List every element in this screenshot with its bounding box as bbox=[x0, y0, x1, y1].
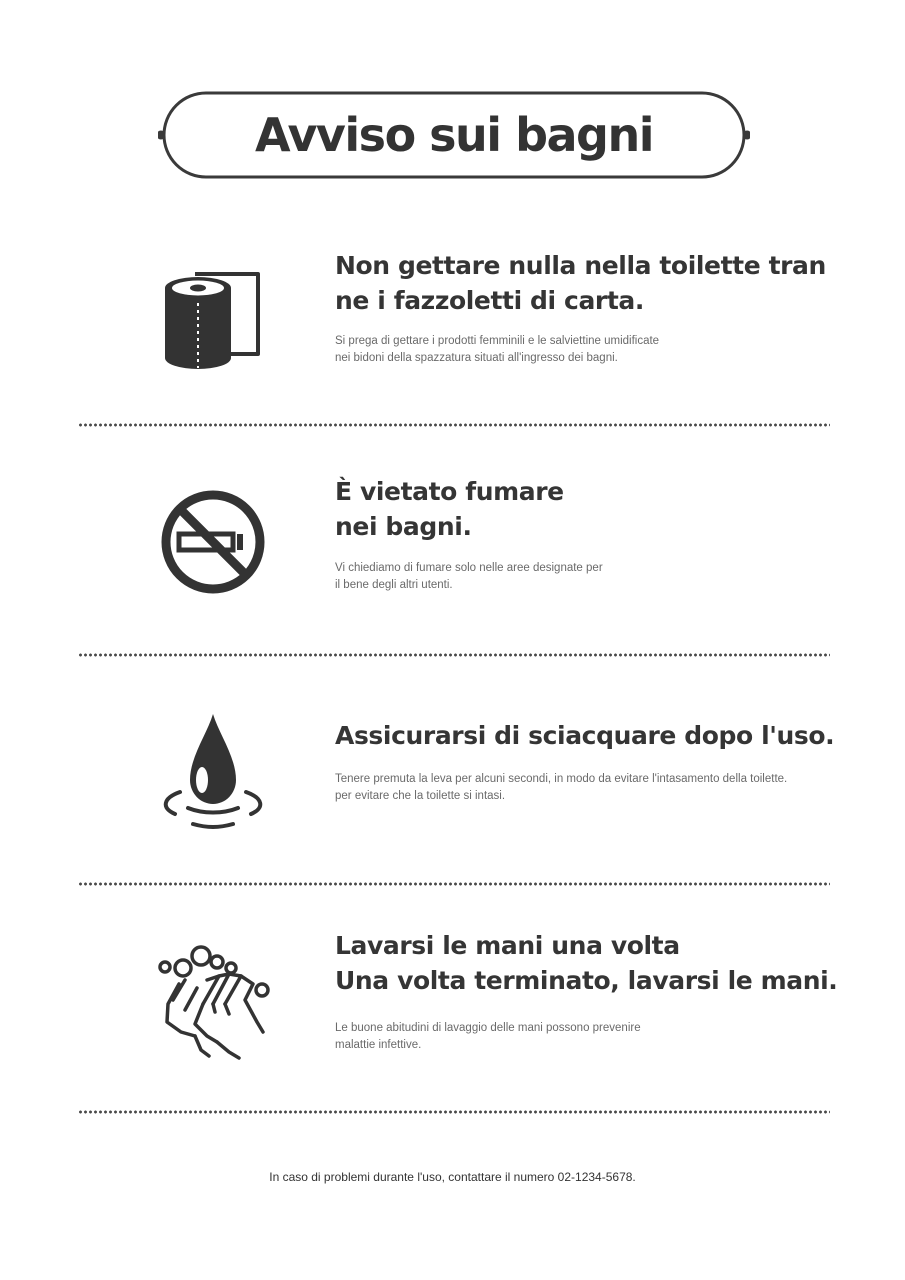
heading-line: È vietato fumare bbox=[335, 477, 564, 506]
no-smoking-icon bbox=[155, 482, 275, 602]
description-line: Vi chiediamo di fumare solo nelle aree designate per bbox=[335, 562, 603, 574]
notice-heading bbox=[335, 248, 855, 318]
description-line: Si prega di gettare i prodotti femminili e le salviettine umidificate bbox=[335, 335, 660, 347]
notice-description bbox=[335, 771, 855, 805]
notice-description bbox=[335, 1020, 855, 1054]
title-banner bbox=[158, 90, 750, 180]
description-line: Tenere premuta la leva per alcuni secondi, in modo da evitare l'intasamento della toilette. bbox=[335, 773, 788, 785]
heading-line: Lavarsi le mani una volta bbox=[335, 931, 680, 960]
footer-contact: In caso di problemi durante l'uso, contattare il numero 02-1234-5678. bbox=[269, 1170, 636, 1184]
notice-description bbox=[335, 333, 855, 367]
description-line: malattie infettive. bbox=[335, 1039, 422, 1051]
dotted-divider bbox=[78, 653, 830, 657]
description-line: il bene degli altri utenti. bbox=[335, 579, 453, 591]
dotted-divider bbox=[78, 1110, 830, 1114]
dotted-divider bbox=[78, 882, 830, 886]
hand-washing-icon bbox=[155, 940, 275, 1060]
notice-heading bbox=[335, 718, 855, 753]
notice-heading bbox=[335, 474, 855, 544]
heading-line: nei bagni. bbox=[335, 512, 472, 541]
heading-line: Una volta terminato, lavarsi le mani. bbox=[335, 966, 838, 995]
page-title: Avviso sui bagni bbox=[254, 108, 654, 162]
dotted-divider bbox=[78, 423, 830, 427]
notice-description bbox=[335, 560, 855, 594]
notice-heading bbox=[335, 928, 855, 998]
heading-line: Assicurarsi di sciacquare dopo l'uso. bbox=[335, 721, 835, 750]
heading-line: ne i fazzoletti di carta. bbox=[335, 286, 644, 315]
heading-line: Non gettare nulla nella toilette tran bbox=[335, 251, 826, 280]
description-line: nei bidoni della spazzatura situati all'ingresso dei bagni. bbox=[335, 352, 618, 364]
water-drop-icon bbox=[155, 712, 275, 832]
description-line: Le buone abitudini di lavaggio delle mani possono prevenire bbox=[335, 1022, 641, 1034]
description-line: per evitare che la toilette si intasi. bbox=[335, 790, 506, 802]
toilet-paper-icon bbox=[155, 258, 275, 378]
